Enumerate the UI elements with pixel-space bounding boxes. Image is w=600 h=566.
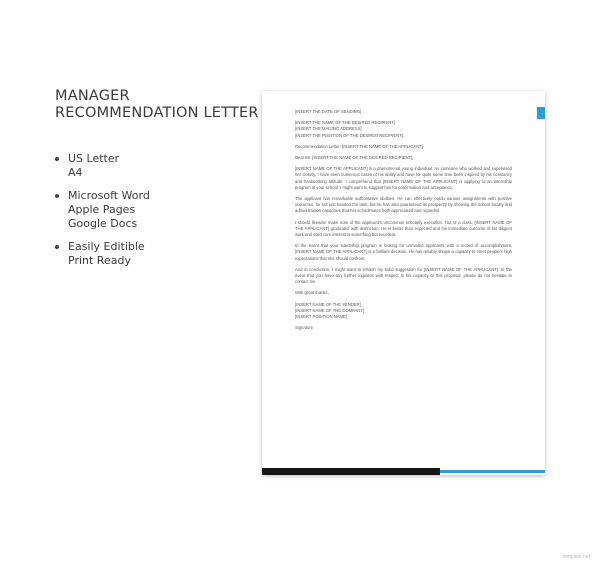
- letter-recipient-block: [295, 120, 512, 139]
- feature-item: A4: [68, 166, 83, 179]
- bullet-icon: [55, 194, 59, 198]
- page-title: [55, 88, 260, 122]
- letter-body: [295, 109, 512, 336]
- feature-item: Easily Editible: [68, 240, 145, 253]
- letter-signature: Signature: [295, 325, 313, 331]
- watermark: template.net: [562, 554, 590, 560]
- bullet-icon: [55, 245, 59, 249]
- recipient-name: [INSERT THE NAME OF THE DESIRED RECIPIENT]: [295, 120, 395, 126]
- letter-paragraph-2: The applicant has remarkable authoritative abilities. He can effectively outdo various assignments with positive outcomes, he not just headed the task, but he has also guaranteed its prosperity by showing the school faculty and administration capacities that her schoolmates both appreciated and regarded.: [295, 196, 512, 214]
- bullet-icon: [55, 157, 59, 161]
- feature-item: US Letter: [68, 152, 120, 165]
- letter-paragraph-5: And in conclusion, I might want to rehash my solid suggestion for [INSERT NAME OF THE APPLICANT]. In the event that you have any further inquiries with respect to his capacity or this proposal, please do not hesitate to contact me.: [295, 266, 512, 285]
- title-line-2: RECOMMENDATION LETTER: [55, 105, 259, 121]
- feature-group-formats: [55, 152, 255, 180]
- feature-item: Print Ready: [68, 254, 131, 267]
- footer-bar-dark: [262, 468, 440, 475]
- feature-item: Apple Pages: [68, 203, 136, 216]
- recipient-position: [INSERT THE POSITION OF THE DESIRED RECIPIENT]: [295, 132, 403, 138]
- letter-subject: Recommendation Letter: [INSERT THE NAME OF THE APPLICANT]: [295, 143, 423, 149]
- footer-bar-accent: [440, 470, 545, 473]
- feature-item: Google Docs: [68, 217, 138, 230]
- letter-paragraph-1: [INSERT NAME OF THE APPLICANT] is a phenomenal young individual. As someone who worked and supervised her closely, I have seen numerous cases of his ability and have for quite some time been inspired by his constancy and hardworking attitude. I comprehend that [INSERT NAME OF THE APPLICANT] is applying to an internship program at your school. I might want to suggest him for confirmation and acceptance.: [295, 166, 512, 190]
- letter-closing: With great thanks,: [295, 290, 329, 296]
- letter-paragraph-4: In the event that your internship program is looking for unrivaled applicants with a record of accomplishment, [INSERT NAME OF THE APPLICANT] is a brilliant decision. He has reliably shown a capacity to meet people's high expectations that she should confront.: [295, 243, 512, 261]
- feature-group-apps: [55, 189, 255, 231]
- feature-item: Microsoft Word: [68, 189, 150, 202]
- sender-name: [INSERT NAME OF THE SENDER]: [295, 301, 361, 307]
- letter-date: [INSERT THE DATE OF SENDING]: [295, 109, 362, 114]
- accent-tab: [537, 107, 545, 119]
- sender-company: [INSERT NAME OF THE COMPANY]: [295, 307, 365, 313]
- sender-position: [INSERT POSITION NAME]: [295, 314, 347, 320]
- letter-paragraph-3: I should likewise make note of the applicant's uncommon scholarly execution. Out of a class, [INSERT NAME OF THE APPLICANT] graduated with distinction. He is better than expected and his immediate outcome of his diligent work and solid core interest is something but excellent.: [295, 219, 512, 238]
- title-line-1: MANAGER: [55, 88, 130, 104]
- feature-group-edit: [55, 240, 255, 268]
- letter-preview: [262, 91, 545, 475]
- letter-salutation: Dear Mr. [INSERT THE NAME OF THE DESIRED RECIPIENT],: [295, 155, 414, 161]
- feature-list: [55, 152, 255, 277]
- recipient-address: [INSERT THE MAILING ADDRESS]: [295, 126, 362, 132]
- letter-sender-block: [295, 302, 512, 321]
